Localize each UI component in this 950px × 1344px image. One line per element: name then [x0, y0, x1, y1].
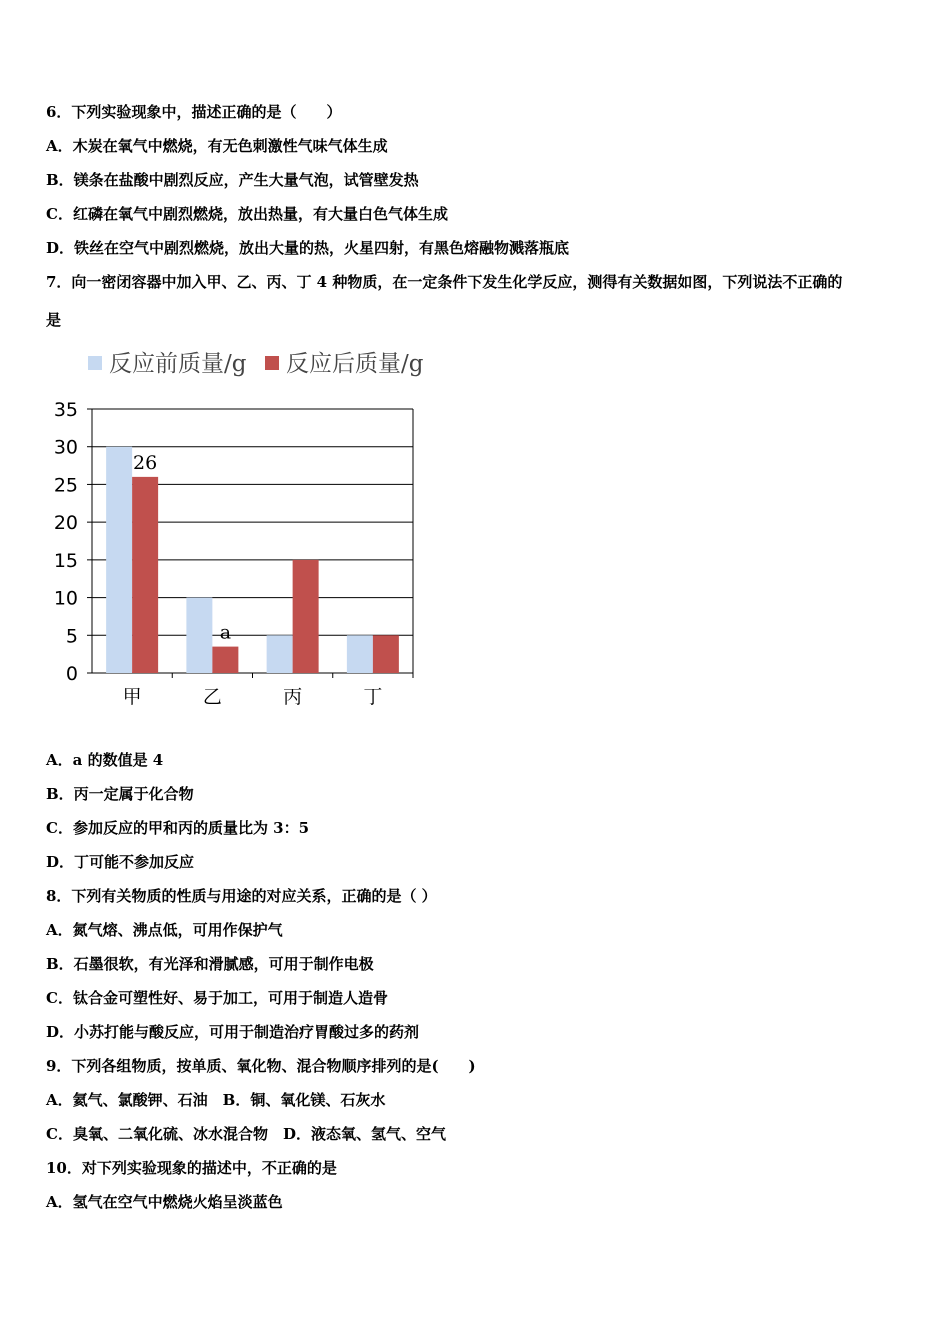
q8-stem: 8．下列有关物质的性质与用途的对应关系，正确的是（ ）: [46, 887, 437, 905]
q8-option-c: C．钛合金可塑性好、易于加工，可用于制造人造骨: [46, 989, 388, 1007]
data-label-0: 26: [133, 451, 158, 474]
q8-option-b: B．石墨很软，有光泽和滑腻感，可用于制作电极: [46, 955, 374, 973]
q8-option-a: A．氮气熔、沸点低，可用作保护气: [46, 921, 283, 939]
chart-x-labels: [123, 673, 413, 708]
bar-丙-series0: [267, 635, 293, 673]
bar-丙-series1: [293, 560, 319, 673]
bar-甲-series1: [132, 477, 158, 673]
bar-丁-series1: [373, 635, 399, 673]
y-tick-label-35: 35: [53, 399, 78, 421]
q6-option-d: D．铁丝在空气中剧烈燃烧，放出大量的热，火星四射，有黑色熔融物溅落瓶底: [46, 239, 570, 257]
y-tick-label-30: 30: [53, 436, 78, 459]
chart-y-ticks: [54, 399, 92, 685]
legend-label-0: 反应前质量/g: [109, 351, 247, 377]
q7-option-c: C．参加反应的甲和丙的质量比为 3：5: [46, 819, 310, 837]
q6-stem: 6．下列实验现象中，描述正确的是（ ）: [46, 103, 342, 121]
y-tick-label-20: 20: [53, 512, 78, 535]
q9-stem: 9．下列各组物质，按单质、氧化物、混合物顺序排列的是( ): [46, 1057, 476, 1075]
legend-swatch-0: [88, 356, 102, 370]
q6-option-a: A．木炭在氧气中燃烧，有无色刺激性气味气体生成: [46, 137, 388, 155]
bar-乙-series0: [186, 598, 212, 673]
q8-option-d: D．小苏打能与酸反应，可用于制造治疗胃酸过多的药剂: [46, 1023, 420, 1041]
y-tick-label-0: 0: [65, 663, 78, 685]
q10-option-a: A．氢气在空气中燃烧火焰呈淡蓝色: [46, 1193, 283, 1211]
bar-乙-series1: [212, 647, 238, 673]
x-label-甲: 甲: [122, 686, 142, 708]
chart-legend: [88, 351, 424, 377]
x-label-乙: 乙: [202, 686, 222, 708]
y-tick-label-25: 25: [53, 474, 78, 497]
mass-bar-chart: [50, 340, 450, 720]
bar-甲-series0: [106, 447, 132, 673]
x-label-丙: 丙: [283, 686, 303, 708]
data-label-1: a: [219, 621, 232, 644]
q9-options-ab: A．氦气、氯酸钾、石油 B．铜、氧化镁、石灰水: [46, 1091, 386, 1109]
q7-option-b: B．丙一定属于化合物: [46, 785, 194, 803]
q10-stem: 10．对下列实验现象的描述中，不正确的是: [46, 1159, 337, 1177]
q7-stem-line1: 7．向一密闭容器中加入甲、乙、丙、丁 4 种物质，在一定条件下发生化学反应，测得有关数据如图，下列说法不正确的: [46, 273, 843, 291]
y-tick-label-5: 5: [65, 625, 78, 648]
q6-option-b: B．镁条在盐酸中剧烈反应，产生大量气泡，试管壁发热: [46, 171, 419, 189]
q6-option-c: C．红磷在氧气中剧烈燃烧，放出热量，有大量白色气体生成: [46, 205, 448, 223]
q9-options-cd: C．臭氧、二氧化硫、冰水混合物 D．液态氧、氢气、空气: [46, 1125, 446, 1143]
legend-swatch-1: [265, 356, 279, 370]
y-tick-label-15: 15: [53, 549, 78, 572]
x-label-丁: 丁: [363, 686, 383, 708]
q7-stem-line2: 是: [46, 311, 62, 329]
y-tick-label-10: 10: [53, 587, 78, 610]
legend-label-1: 反应后质量/g: [286, 351, 424, 377]
q7-option-a: A．a 的数值是 4: [46, 751, 164, 769]
bar-丁-series0: [347, 635, 373, 673]
q7-option-d: D．丁可能不参加反应: [46, 853, 195, 871]
